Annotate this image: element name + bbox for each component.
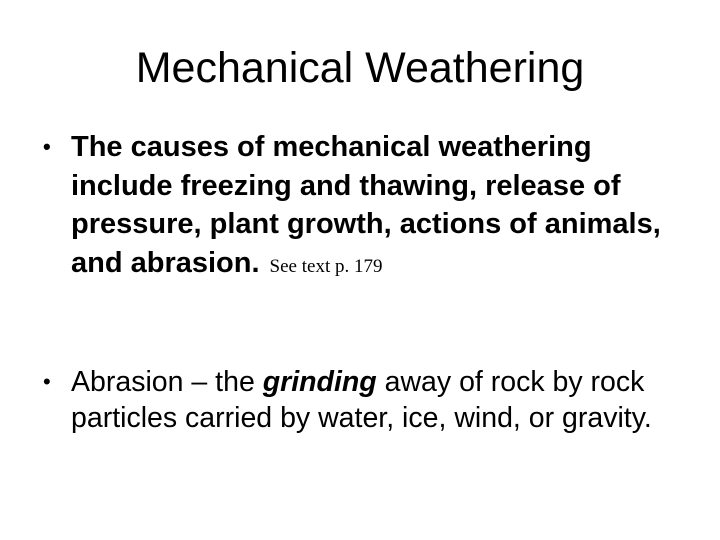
slide-title: Mechanical Weathering bbox=[135, 44, 585, 92]
bullet-text-end: away of rock by rock particles carried by water, ice, wind, or gravity. bbox=[71, 366, 652, 434]
bullet-text-start: Abrasion – the bbox=[71, 366, 263, 398]
bullet-marker: • bbox=[43, 134, 51, 159]
bullet-marker: • bbox=[43, 369, 51, 394]
bullet-item-causes bbox=[43, 128, 671, 286]
bullet-item-abrasion bbox=[43, 364, 681, 436]
emphasized-term: grinding bbox=[262, 366, 377, 398]
bullet-text: The causes of mechanical weathering include freezing and thawing, release of pressure, plant growth, actions of animals, and abrasion. bbox=[71, 131, 661, 279]
text-reference: See text p. 179 bbox=[269, 255, 383, 277]
